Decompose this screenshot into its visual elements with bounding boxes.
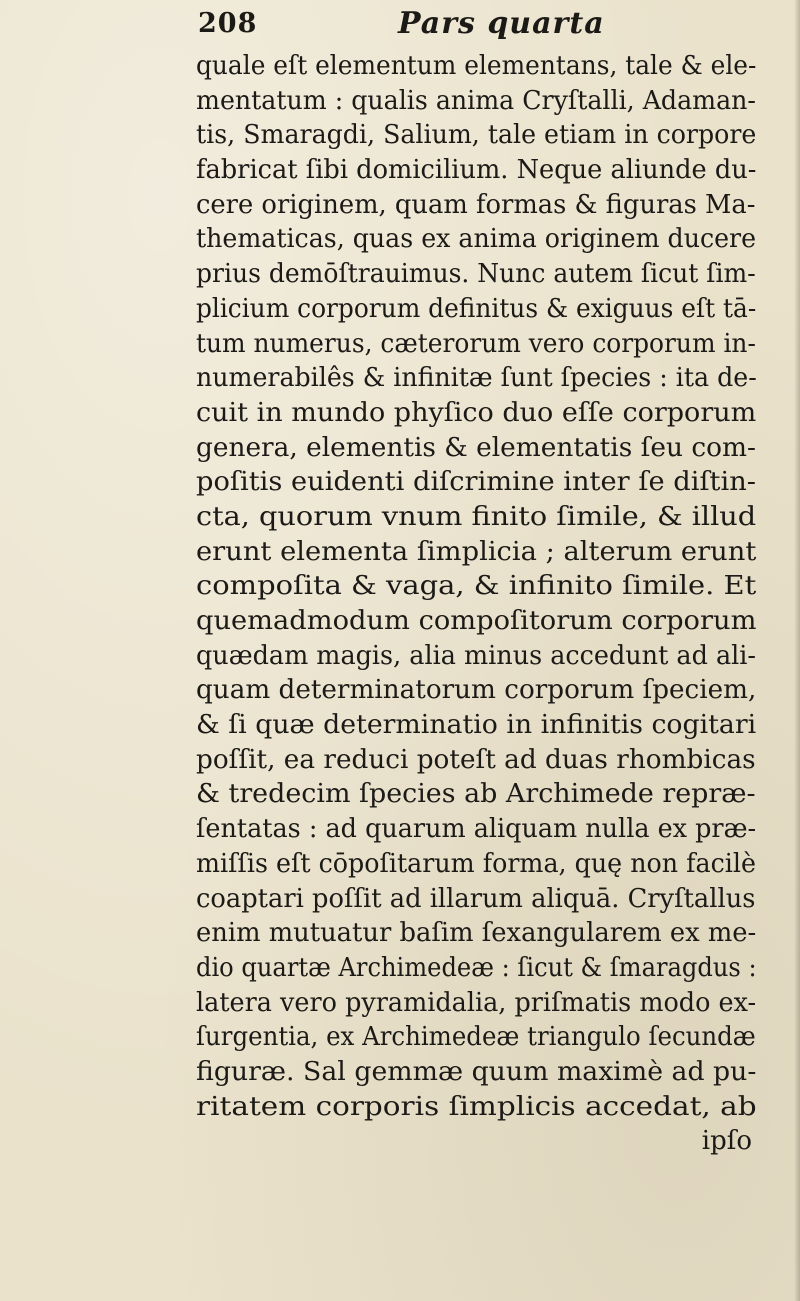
text-line: tis, Smaragdi, Salium, tale etiam in corpore (196, 120, 757, 151)
text-line: numerabilês & infinitæ ſunt ſpecies : ita de- (196, 363, 757, 394)
text-line: & tredecim ſpecies ab Archimede repræ- (196, 779, 756, 810)
text-line: fabricat ſibi domicilium. Neque aliunde du- (196, 155, 757, 186)
body-text (196, 49, 776, 1159)
text-line: quale eſt elementum elementans, tale & ele- (196, 51, 757, 81)
catchword: ipſo (701, 1126, 752, 1157)
text-line: figuræ. Sal gemmæ quum maximè ad pu- (196, 1056, 757, 1087)
catchword-row (196, 1124, 776, 1159)
text-line: cta, quorum vnum finito ſimile, & illud (196, 501, 757, 532)
text-line: coaptari poſſit ad illarum aliquā. Cryſtallus (196, 883, 756, 914)
text-line: plicium corporum definitus & exiguus eſt tā- (196, 293, 757, 324)
text-line: prius demōſtrauimus. Nunc autem ſicut ſim- (196, 259, 756, 290)
text-line: thematicas, quas ex anima originem ducere (196, 224, 757, 255)
text-line: quemadmodum compoſitorum corporum (196, 606, 757, 636)
text-line: dio quartæ Archimedeæ : ſicut & ſmaragdus : (196, 952, 757, 983)
text-line: poſitis euidenti diſcrimine inter ſe diſtin- (196, 467, 757, 498)
text-line: & ſi quæ determinatio in infinitis cogitari (196, 710, 757, 741)
text-line: poſſit, ea reduci poteſt ad duas rhombicas (196, 744, 756, 775)
text-line: genera, elementis & elementatis ſeu com- (196, 432, 756, 463)
page-number: 208 (198, 8, 258, 39)
text-line: tum numerus, cæterorum vero corporum in- (196, 328, 756, 359)
text-line: compoſita & vaga, & infinito ſimile. Et (196, 571, 757, 602)
text-line: cuit in mundo phyſico duo eſſe corporum (196, 397, 757, 428)
page-header (198, 8, 758, 48)
text-line: latera vero pyramidalia, priſmatis modo ex- (196, 987, 757, 1018)
text-line: cere originem, quam formas & figuras Ma- (196, 189, 756, 220)
text-line: quædam magis, alia minus accedunt ad ali- (196, 640, 757, 671)
text-line: ritatem corporis ſimplicis accedat, ab (196, 1091, 757, 1122)
text-line: quam determinatorum corporum ſpeciem, (196, 675, 757, 706)
text-line: mentatum : qualis anima Cryſtalli, Adaman- (196, 85, 756, 116)
running-head: Pars quarta (398, 6, 605, 41)
text-line: ſentatas : ad quarum aliquam nulla ex præ- (196, 814, 757, 845)
text-line: miſſis eſt cōpoſitarum forma, quę non facilè (196, 848, 756, 879)
text-line: enim mutuatur baſim ſexangularem ex me- (196, 918, 757, 949)
text-line: erunt elementa ſimplicia ; alterum erunt (196, 536, 757, 567)
text-line: ſurgentia, ex Archimedeæ triangulo ſecundæ (196, 1022, 756, 1053)
